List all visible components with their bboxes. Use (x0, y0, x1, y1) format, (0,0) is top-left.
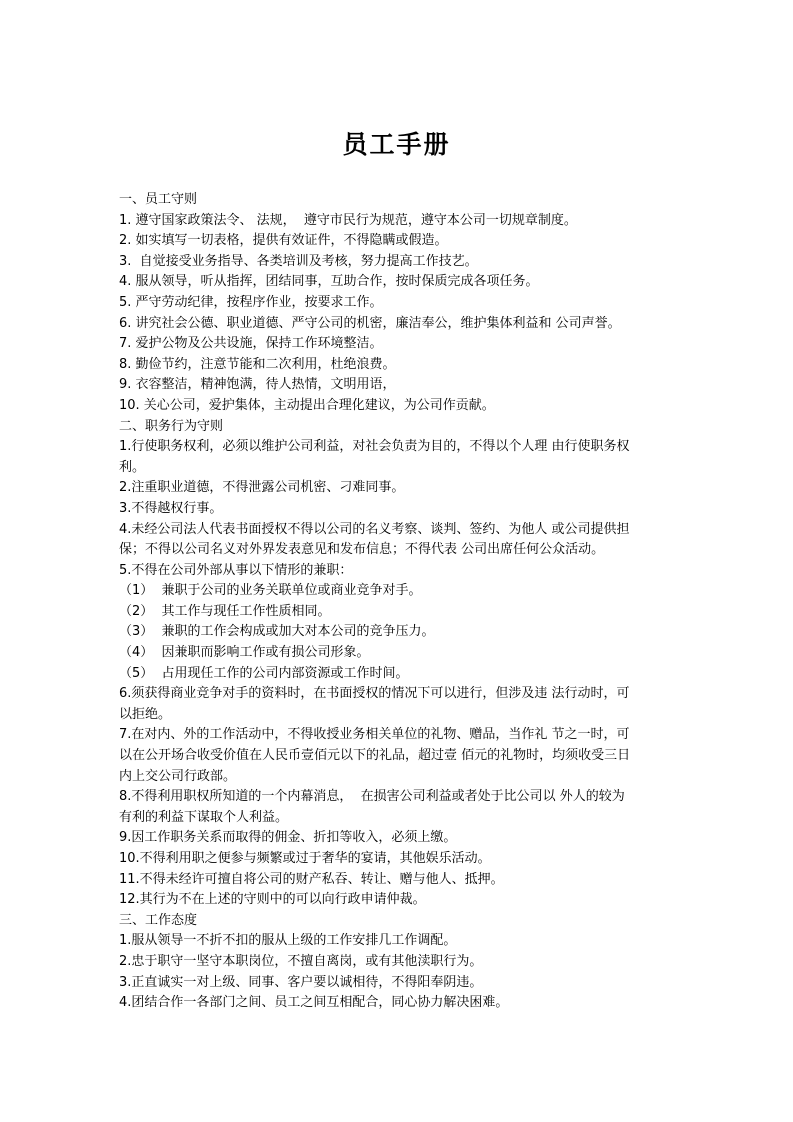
section-heading: 二、职务行为守则 (119, 418, 224, 434)
rule-item: 1.服从领导一不折不扣的服从上级的工作安排几工作调配。 (119, 933, 457, 949)
rule-item: 3.不得越权行事。 (119, 500, 223, 516)
rule-item: 5.不得在公司外部从事以下情形的兼职： (119, 562, 353, 578)
rule-item: 4.团结合作一各部门之间、员工之间互相配合，同心协力解决困难。 (119, 995, 509, 1011)
rule-item: 1. 遵守国家政策法令、 法规， 遵守市民行为规范，遵守本公司一切规章制度。 (119, 212, 577, 228)
rule-item-continued: 内上交公司行政部。 (119, 768, 237, 784)
rule-item: 3.正直诚实一对上级、同事、客户要以诚相待，不得阳奉阴违。 (119, 974, 483, 990)
sub-item: （4） 因兼职而影响工作或有损公司形象。 (119, 645, 370, 661)
rule-item: 6.须获得商业竞争对手的资料时，在书面授权的情况下可以进行，但涉及违 法行动时，可 (119, 686, 630, 702)
rule-item-continued: 保；不得以公司名义对外界发表意见和发布信息；不得代表 公司出席任何公众活动。 (119, 542, 605, 558)
rule-item: 10. 关心公司，爱护集体，主动提出合理化建议，为公司作贡献。 (119, 397, 495, 413)
rule-item: 9.因工作职务关系而取得的佣金、折扣等收入，必须上缴。 (119, 830, 457, 846)
rule-item: 8. 勤俭节约，注意节能和二次利用，杜绝浪费。 (119, 356, 396, 372)
rule-item-continued: 有利的利益下谋取个人利益。 (119, 809, 289, 825)
rule-item: 7. 爱护公物及公共设施，保持工作环境整洁。 (119, 336, 383, 352)
rule-item: 10.不得利用职之便参与频繁或过于奢华的宴请，其他娱乐活动。 (119, 851, 491, 866)
document-body (119, 190, 679, 1014)
rule-item-continued: 以在公开场合收受价值在人民币壹佰元以下的礼品，超过壹 佰元的礼物时，均须收受三日 (119, 748, 631, 764)
sub-item: （2） 其工作与现任工作性质相同。 (119, 603, 331, 619)
rule-item: 2.注重职业道德，不得泄露公司机密、刁难同事。 (119, 480, 405, 496)
rule-item: 12.其行为不在上述的守则中的可以向行政申请仲裁。 (119, 892, 426, 908)
rule-item-continued: 利。 (119, 459, 146, 475)
rule-item: 3. 自觉接受业务指导、各类培训及考核，努力提高工作技艺。 (119, 253, 478, 269)
page-title: 员工手册 (342, 130, 451, 159)
sub-item: （3） 兼职的工作会构成或加大对本公司的竞争压力。 (119, 624, 435, 640)
sub-item: （5） 占用现任工作的公司内部资源或工作时间。 (119, 665, 409, 681)
rule-item: 4. 服从领导，听从指挥，团结同事，互助合作，按时保质完成各项任务。 (119, 274, 539, 290)
rule-item: 5. 严守劳动纪律，按程序作业，按要求工作。 (119, 294, 383, 310)
rule-item: 7.在对内、外的工作活动中，不得收授业务相关单位的礼物、赠品，当作礼 节之一时，可 (119, 727, 630, 743)
section-heading: 一、员工守则 (119, 192, 198, 207)
rule-item: 2. 如实填写一切表格，提供有效证件，不得隐瞒或假造。 (119, 233, 448, 249)
section-heading: 三、工作态度 (119, 912, 198, 928)
rule-item: 1.行使职务权利，必须以维护公司利益，对社会负责为目的，不得以个人理 由行使职务权 (119, 439, 630, 455)
rule-item: 2.忠于职守一坚守本职岗位，不擅自离岗，或有其他渎职行为。 (119, 953, 483, 969)
rule-item: 11.不得未经许可擅自将公司的财产私吞、转让、赠与他人、抵押。 (119, 871, 504, 887)
rule-item: 8.不得利用职权所知道的一个内幕消息， 在损害公司利益或者处于比公司以 外人的较为 (119, 789, 625, 805)
rule-item: 9. 衣容整洁，精神饱满，待人热情，文明用语， (119, 377, 396, 393)
rule-item: 4.未经公司法人代表书面授权不得以公司的名义考察、谈判、签约、为他人 或公司提供担 (119, 521, 630, 537)
rule-item: 6. 讲究社会公德、职业道德、严守公司的机密，廉洁奉公，维护集体利益和 公司声誉。 (119, 315, 621, 331)
sub-item: （1） 兼职于公司的业务关联单位或商业竞争对手。 (119, 583, 422, 599)
rule-item-continued: 以拒绝。 (119, 706, 172, 722)
